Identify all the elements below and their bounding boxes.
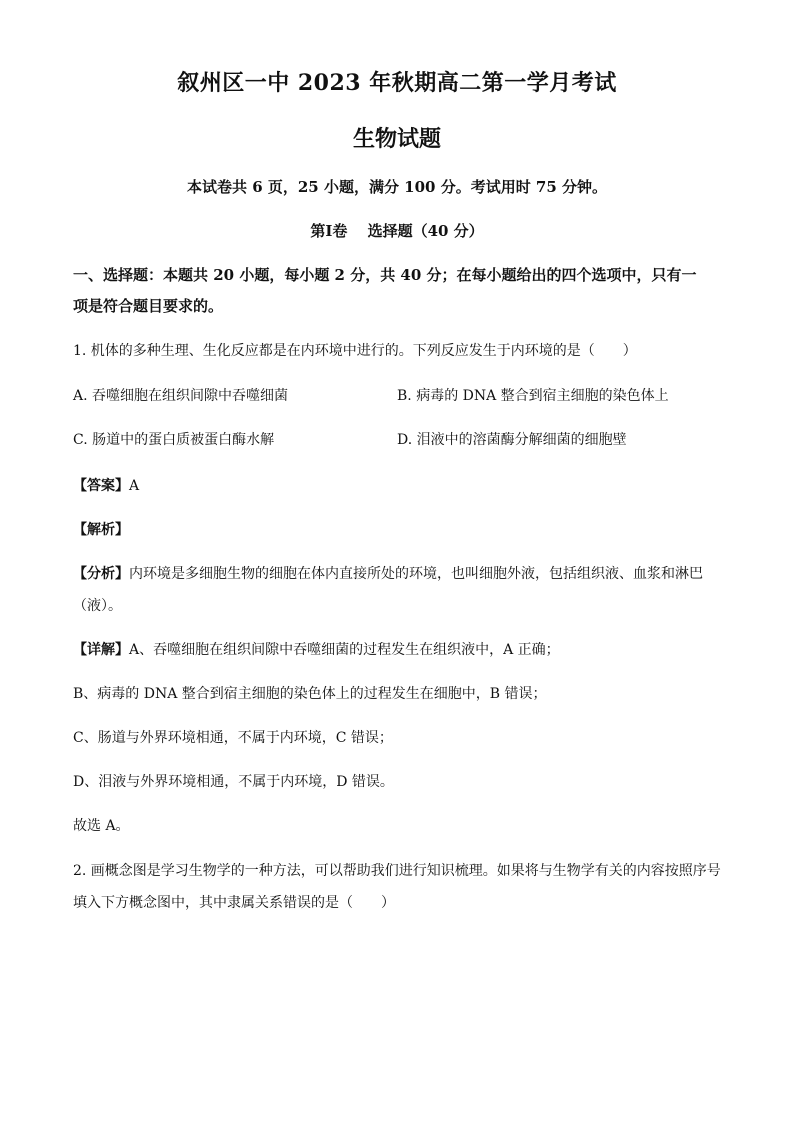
question-1-stem: 1. 机体的多种生理、生化反应都是在内环境中进行的。下列反应发生于内环境的是（ ） xyxy=(73,343,637,359)
fenxi-tag: 【分析】 xyxy=(73,566,129,582)
analysis-tag: 【解析】 xyxy=(73,522,129,538)
question-1-option-a: A. 吞噬细胞在组织间隙中吞噬细菌 xyxy=(73,388,289,404)
exam-info: 本试卷共 6 页，25 小题，满分 100 分。考试用时 75 分钟。 xyxy=(186,178,608,196)
fenxi-text-2: （液）。 xyxy=(73,598,122,614)
fenxi-line-1 xyxy=(73,564,703,584)
question-1-option-b: B. 病毒的 DNA 整合到宿主细胞的染色体上 xyxy=(397,388,669,404)
section-instructions-line-2: 项是符合题目要求的。 xyxy=(73,297,224,315)
question-1-option-c: C. 肠道中的蛋白质被蛋白酶水解 xyxy=(73,432,275,448)
answer-line xyxy=(73,476,139,496)
exam-title: 叙州区一中 2023 年秋期高二第一学月考试 xyxy=(177,70,617,96)
detail-tag: 【详解】 xyxy=(73,642,129,658)
answer-value: A xyxy=(129,478,140,494)
answer-tag: 【答案】 xyxy=(73,478,129,494)
fenxi-text-1: 内环境是多细胞生物的细胞在体内直接所处的环境，也叫细胞外液，包括组织液、血浆和淋巴 xyxy=(129,566,703,582)
detail-line-c: C、肠道与外界环境相通，不属于内环境，C 错误； xyxy=(73,730,393,746)
conclusion-line: 故选 A。 xyxy=(73,818,130,834)
question-2-stem-line-2: 填入下方概念图中，其中隶属关系错误的是（ ） xyxy=(73,895,395,911)
detail-text-a: A、吞噬细胞在组织间隙中吞噬细菌的过程发生在组织液中，A 正确； xyxy=(129,642,560,658)
question-1-option-d: D. 泪液中的溶菌酶分解细菌的细胞壁 xyxy=(397,432,627,448)
detail-line-d: D、泪液与外界环境相通，不属于内环境，D 错误。 xyxy=(73,774,394,790)
volume-heading: 第Ⅰ卷 选择题（40 分） xyxy=(310,222,484,240)
detail-line-b: B、病毒的 DNA 整合到宿主细胞的染色体上的过程发生在细胞中，B 错误； xyxy=(73,686,547,702)
section-instructions-line-1: 一、选择题：本题共 20 小题，每小题 2 分，共 40 分；在每小题给出的四个选项中，只有一 xyxy=(73,266,697,284)
question-2-stem-line-1: 2. 画概念图是学习生物学的一种方法，可以帮助我们进行知识梳理。如果将与生物学有关的内容按照序号 xyxy=(73,863,721,879)
subject-title: 生物试题 xyxy=(352,126,441,152)
detail-line-a xyxy=(73,640,560,660)
